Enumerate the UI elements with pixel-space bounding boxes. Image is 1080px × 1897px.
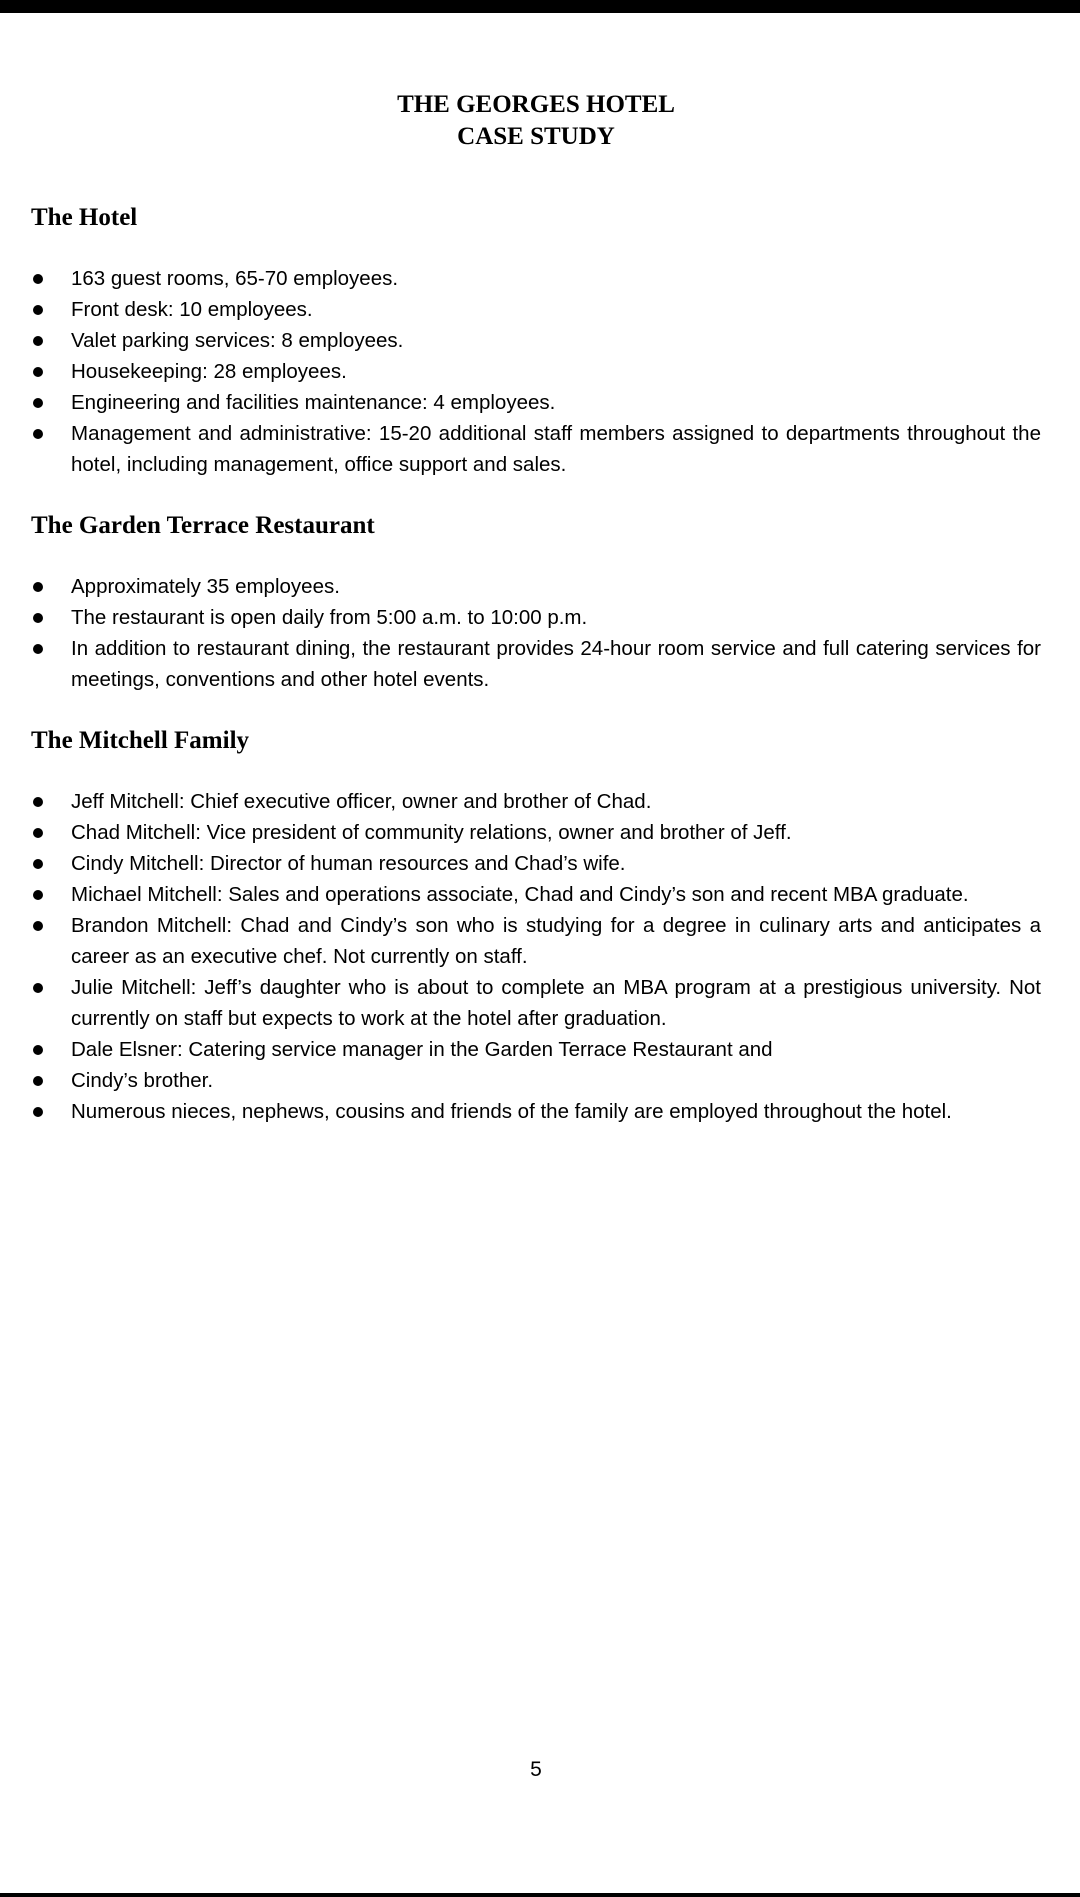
list-item-text: Cindy Mitchell: Director of human resources and Chad’s wife. bbox=[71, 852, 626, 875]
section-mitchell-family bbox=[31, 725, 1041, 1127]
document-title bbox=[31, 89, 1041, 153]
bullet-icon bbox=[33, 1076, 43, 1086]
list-item-text: Valet parking services: 8 employees. bbox=[71, 329, 404, 352]
bottom-border bbox=[0, 1893, 1080, 1897]
list-item bbox=[31, 387, 1041, 418]
section-heading: The Garden Terrace Restaurant bbox=[31, 512, 375, 539]
list-item bbox=[31, 418, 1041, 480]
bullet-list bbox=[31, 263, 1041, 480]
list-item bbox=[31, 571, 1041, 602]
list-item bbox=[31, 879, 1041, 910]
list-item bbox=[31, 1096, 1041, 1127]
list-item-text: Engineering and facilities maintenance: 4 employees. bbox=[71, 391, 556, 414]
list-item-text: The restaurant is open daily from 5:00 a.m. to 10:00 p.m. bbox=[71, 606, 588, 629]
bullet-icon bbox=[33, 305, 43, 315]
list-item-text: In addition to restaurant dining, the restaurant provides 24-hour room service and full catering services for meetings, conventions and other hotel events. bbox=[71, 637, 1041, 691]
bullet-icon bbox=[33, 1107, 43, 1117]
list-item bbox=[31, 910, 1041, 972]
list-item bbox=[31, 848, 1041, 879]
section-the-hotel bbox=[31, 202, 1041, 480]
bullet-icon bbox=[33, 828, 43, 838]
list-item bbox=[31, 602, 1041, 633]
list-item-text: Numerous nieces, nephews, cousins and friends of the family are employed throughout the hotel. bbox=[71, 1100, 952, 1123]
list-item bbox=[31, 325, 1041, 356]
document-page bbox=[31, 89, 1041, 1157]
bullet-list bbox=[31, 786, 1041, 1127]
bullet-icon bbox=[33, 890, 43, 900]
list-item bbox=[31, 817, 1041, 848]
list-item-text: 163 guest rooms, 65-70 employees. bbox=[71, 267, 399, 290]
bullet-icon bbox=[33, 1045, 43, 1055]
list-item-text: Jeff Mitchell: Chief executive officer, owner and brother of Chad. bbox=[71, 790, 652, 813]
list-item bbox=[31, 356, 1041, 387]
list-item-text: Approximately 35 employees. bbox=[71, 575, 340, 598]
bullet-list bbox=[31, 571, 1041, 695]
list-item bbox=[31, 1065, 1041, 1096]
bullet-icon bbox=[33, 367, 43, 377]
list-item bbox=[31, 294, 1041, 325]
list-item-text: Michael Mitchell: Sales and operations associate, Chad and Cindy’s son and recent MBA graduate. bbox=[71, 883, 969, 906]
list-item bbox=[31, 786, 1041, 817]
bullet-icon bbox=[33, 859, 43, 869]
bullet-icon bbox=[33, 921, 43, 931]
list-item-text: Brandon Mitchell: Chad and Cindy’s son who is studying for a degree in culinary arts and anticipates a career as an executive chef. Not currently on staff. bbox=[71, 914, 1041, 968]
title-line-1: THE GEORGES HOTEL bbox=[397, 91, 675, 118]
list-item-text: Dale Elsner: Catering service manager in the Garden Terrace Restaurant and bbox=[71, 1038, 773, 1061]
section-heading: The Hotel bbox=[31, 204, 138, 231]
bullet-icon bbox=[33, 613, 43, 623]
bullet-icon bbox=[33, 983, 43, 993]
bullet-icon bbox=[33, 582, 43, 592]
list-item bbox=[31, 633, 1041, 695]
list-item-text: Front desk: 10 employees. bbox=[71, 298, 313, 321]
bullet-icon bbox=[33, 398, 43, 408]
list-item bbox=[31, 972, 1041, 1034]
list-item-text: Management and administrative: 15-20 additional staff members assigned to departments throughout the hotel, including management, office support and sales. bbox=[71, 422, 1041, 476]
bullet-icon bbox=[33, 644, 43, 654]
page-number: 5 bbox=[530, 1758, 542, 1781]
bullet-icon bbox=[33, 429, 43, 439]
top-border bbox=[0, 0, 1080, 13]
list-item-text: Cindy’s brother. bbox=[71, 1069, 214, 1092]
list-item-text: Julie Mitchell: Jeff’s daughter who is about to complete an MBA program at a prestigious university. Not currently on staff but expects to work at the hotel after graduation. bbox=[71, 976, 1041, 1030]
list-item bbox=[31, 263, 1041, 294]
section-heading: The Mitchell Family bbox=[31, 727, 250, 754]
title-line-2: CASE STUDY bbox=[457, 123, 615, 150]
bullet-icon bbox=[33, 336, 43, 346]
bullet-icon bbox=[33, 274, 43, 284]
list-item bbox=[31, 1034, 1041, 1065]
section-garden-terrace-restaurant bbox=[31, 510, 1041, 695]
bullet-icon bbox=[33, 797, 43, 807]
list-item-text: Housekeeping: 28 employees. bbox=[71, 360, 347, 383]
list-item-text: Chad Mitchell: Vice president of community relations, owner and brother of Jeff. bbox=[71, 821, 792, 844]
